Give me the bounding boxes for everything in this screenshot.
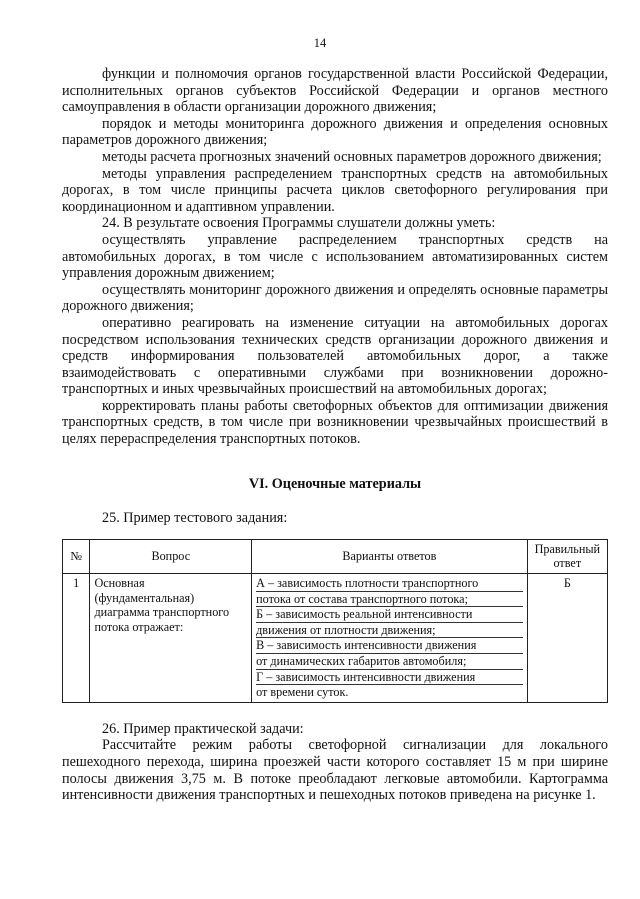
answer-line: от времени суток.	[256, 685, 349, 700]
paragraph: методы расчета прогнозных значений основных параметров дорожного движения;	[102, 148, 602, 165]
answer-line: Г – зависимость интенсивности движения	[256, 670, 523, 686]
practical-title: 26. Пример практической задачи:	[102, 720, 304, 737]
header-correct: Правильный ответ	[527, 539, 607, 573]
answer-line: В – зависимость интенсивности движения	[256, 638, 523, 654]
paragraph: корректировать планы работы светофорных объектов для оптимизации движения транспортных средств, в том числе при возникновении чрезвычайных происшествий в целях перераспределения транспортных потоков.	[62, 397, 608, 448]
row-question: Основная (фундаментальная) диаграмма транспортного потока отражает:	[90, 574, 252, 703]
document-body	[62, 66, 608, 804]
answer-line: Б – зависимость реальной интенсивности	[256, 607, 523, 623]
row-answers	[252, 574, 528, 703]
header-number: №	[63, 539, 90, 573]
header-question: Вопрос	[90, 539, 252, 573]
paragraph: порядок и методы мониторинга дорожного движения и определения основных параметров дорожного движения;	[62, 115, 608, 149]
answer-line: потока от состава транспортного потока;	[256, 592, 523, 608]
test-example-title: 25. Пример тестового задания:	[102, 510, 288, 527]
section-title: VI. Оценочные материалы	[248, 475, 422, 492]
table-row	[63, 574, 608, 703]
table-header-row	[63, 539, 608, 573]
row-number: 1	[63, 574, 90, 703]
test-table	[62, 539, 608, 703]
row-correct-answer: Б	[527, 574, 607, 703]
paragraph: оперативно реагировать на изменение ситуации на автомобильных дорогах посредством использования технических средств организации дорожного движения и средств информирования пользователей автомобильных дорог, а также взаимодействовать с оперативными службами при возникновении дорожно-транспортных и иных чрезвычайных происшествий на автомобильных дорогах;	[62, 314, 608, 398]
page-number: 14	[313, 36, 327, 50]
paragraph: функции и полномочия органов государственной власти Российской Федерации, исполнительных органов субъектов Российской Федерации и органов местного самоуправления в области организации дорожного движения;	[62, 66, 608, 116]
paragraph: 24. В результате освоения Программы слушатели должны уметь:	[102, 215, 496, 232]
practical-text: Рассчитайте режим работы светофорной сигнализации для локального пешеходного перехода, ширина проезжей части которого составляет 15 м при ширине полосы движения 3,75 м. В потоке преобладают легковые автомобили. Картограмма интенсивности движения транспортных и пешеходных потоков приведена на рисунке 1.	[62, 737, 608, 804]
paragraph: методы управления распределением транспортных средств на автомобильных дорогах, в том числе принципы расчета циклов светофорного регулирования при координационном и адаптивном управлении.	[62, 165, 608, 215]
header-answers: Варианты ответов	[252, 539, 528, 573]
answer-line: от динамических габаритов автомобиля;	[256, 654, 523, 670]
paragraph: осуществлять мониторинг дорожного движения и определять основные параметры дорожного движения;	[62, 281, 608, 315]
answer-line: движения от плотности движения;	[256, 623, 523, 639]
paragraph: осуществлять управление распределением транспортных средств на автомобильных дорогах, в том числе с использованием автоматизированных систем управления дорожным движением;	[62, 231, 608, 282]
answer-line: А – зависимость плотности транспортного	[256, 576, 523, 592]
